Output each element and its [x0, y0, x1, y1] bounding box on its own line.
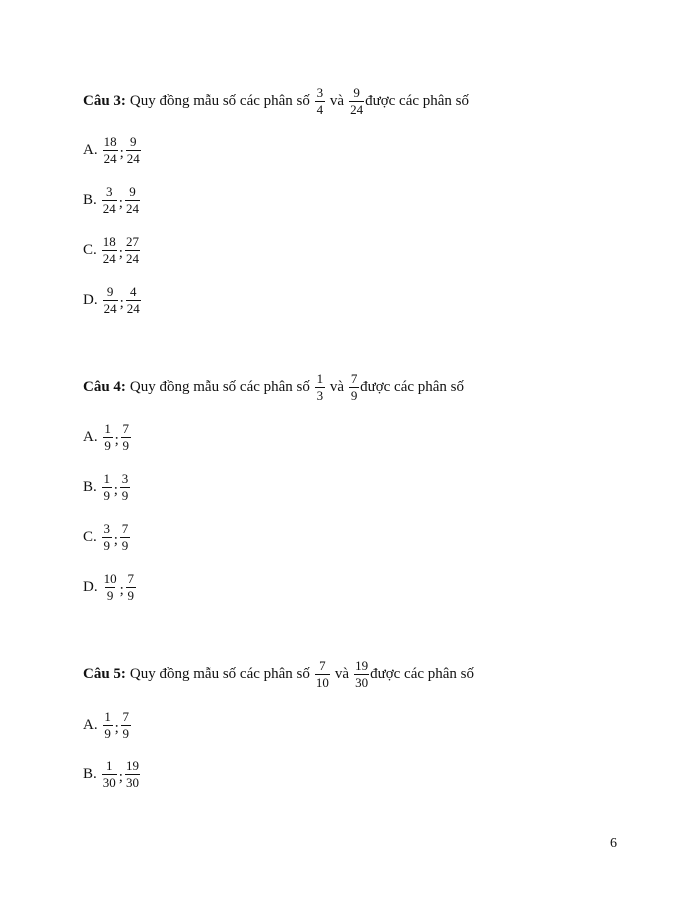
question-number: Câu 5:	[83, 665, 126, 682]
option-letter: A.	[83, 141, 98, 158]
conjunction: và	[329, 378, 345, 395]
separator: ;	[118, 244, 123, 261]
option-fraction-2: $\frac{7}{9}$	[122, 709, 130, 741]
option-fraction-2: $\frac{4}{24}$	[126, 284, 140, 316]
option-b[interactable]	[83, 472, 131, 502]
option-letter: A.	[83, 716, 98, 733]
option-b[interactable]	[83, 185, 141, 215]
option-fraction-2: $\frac{7}{9}$	[127, 571, 135, 603]
option-a[interactable]	[83, 135, 142, 165]
question-tail: được các phân số	[365, 92, 470, 109]
separator: ;	[118, 768, 123, 785]
option-letter: D.	[83, 578, 98, 595]
separator: ;	[118, 194, 123, 211]
option-fraction-1: $\frac{10}{9}$	[103, 571, 117, 603]
option-d[interactable]	[83, 572, 137, 602]
option-fraction-1: $\frac{1}{9}$	[103, 471, 111, 503]
separator: ;	[119, 294, 124, 311]
separator: ;	[114, 431, 119, 448]
option-letter: B.	[83, 191, 97, 208]
conjunction: và	[334, 665, 350, 682]
option-fraction-2: $\frac{7}{9}$	[122, 421, 130, 453]
given-fraction-2: $\frac{9}{24}$	[350, 85, 364, 117]
option-fraction-2: $\frac{9}{24}$	[126, 134, 140, 166]
option-fraction-1: $\frac{9}{24}$	[103, 284, 117, 316]
option-letter: B.	[83, 478, 97, 495]
given-fraction-1: $\frac{3}{4}$	[316, 85, 324, 117]
separator: ;	[119, 144, 124, 161]
option-fraction-1: $\frac{1}{9}$	[104, 421, 111, 453]
option-fraction-1: $\frac{1}{9}$	[104, 709, 111, 741]
option-a[interactable]	[83, 710, 132, 740]
separator: ;	[114, 719, 119, 736]
question-4	[83, 372, 464, 402]
option-letter: C.	[83, 528, 97, 545]
conjunction: và	[329, 92, 345, 109]
option-fraction-2: $\frac{19}{30}$	[125, 758, 139, 790]
question-stem-text: Quy đồng mẫu số các phân số	[129, 92, 310, 109]
option-letter: D.	[83, 291, 98, 308]
option-a[interactable]	[83, 422, 132, 452]
option-fraction-2: $\frac{27}{24}$	[125, 234, 139, 266]
option-letter: B.	[83, 765, 97, 782]
option-fraction-1: $\frac{1}{30}$	[102, 758, 116, 790]
option-fraction-1: $\frac{3}{9}$	[103, 521, 111, 553]
question-tail: được các phân số	[370, 665, 475, 682]
separator: ;	[113, 531, 118, 548]
page-number: 6	[610, 836, 617, 851]
option-letter: C.	[83, 241, 97, 258]
option-d[interactable]	[83, 285, 142, 315]
option-fraction-1: $\frac{18}{24}$	[102, 234, 116, 266]
question-stem-text: Quy đồng mẫu số các phân số	[129, 665, 310, 682]
given-fraction-2: $\frac{7}{9}$	[350, 371, 358, 403]
question-number: Câu 3:	[83, 92, 126, 109]
question-5	[83, 659, 474, 689]
option-fraction-1: $\frac{3}{24}$	[102, 184, 116, 216]
option-fraction-2: $\frac{7}{9}$	[121, 521, 129, 553]
given-fraction-2: $\frac{19}{30}$	[355, 658, 369, 690]
separator: ;	[119, 581, 124, 598]
given-fraction-1: $\frac{1}{3}$	[316, 371, 324, 403]
option-fraction-2: $\frac{9}{24}$	[125, 184, 139, 216]
option-fraction-2: $\frac{3}{9}$	[121, 471, 129, 503]
question-3	[83, 86, 469, 116]
option-b[interactable]	[83, 759, 141, 789]
option-c[interactable]	[83, 235, 141, 265]
option-letter: A.	[83, 428, 98, 445]
question-number: Câu 4:	[83, 378, 126, 395]
separator: ;	[113, 481, 118, 498]
option-c[interactable]	[83, 522, 131, 552]
question-stem-text: Quy đồng mẫu số các phân số	[129, 378, 310, 395]
option-fraction-1: $\frac{18}{24}$	[103, 134, 117, 166]
given-fraction-1: $\frac{7}{10}$	[315, 658, 329, 690]
question-tail: được các phân số	[360, 378, 465, 395]
